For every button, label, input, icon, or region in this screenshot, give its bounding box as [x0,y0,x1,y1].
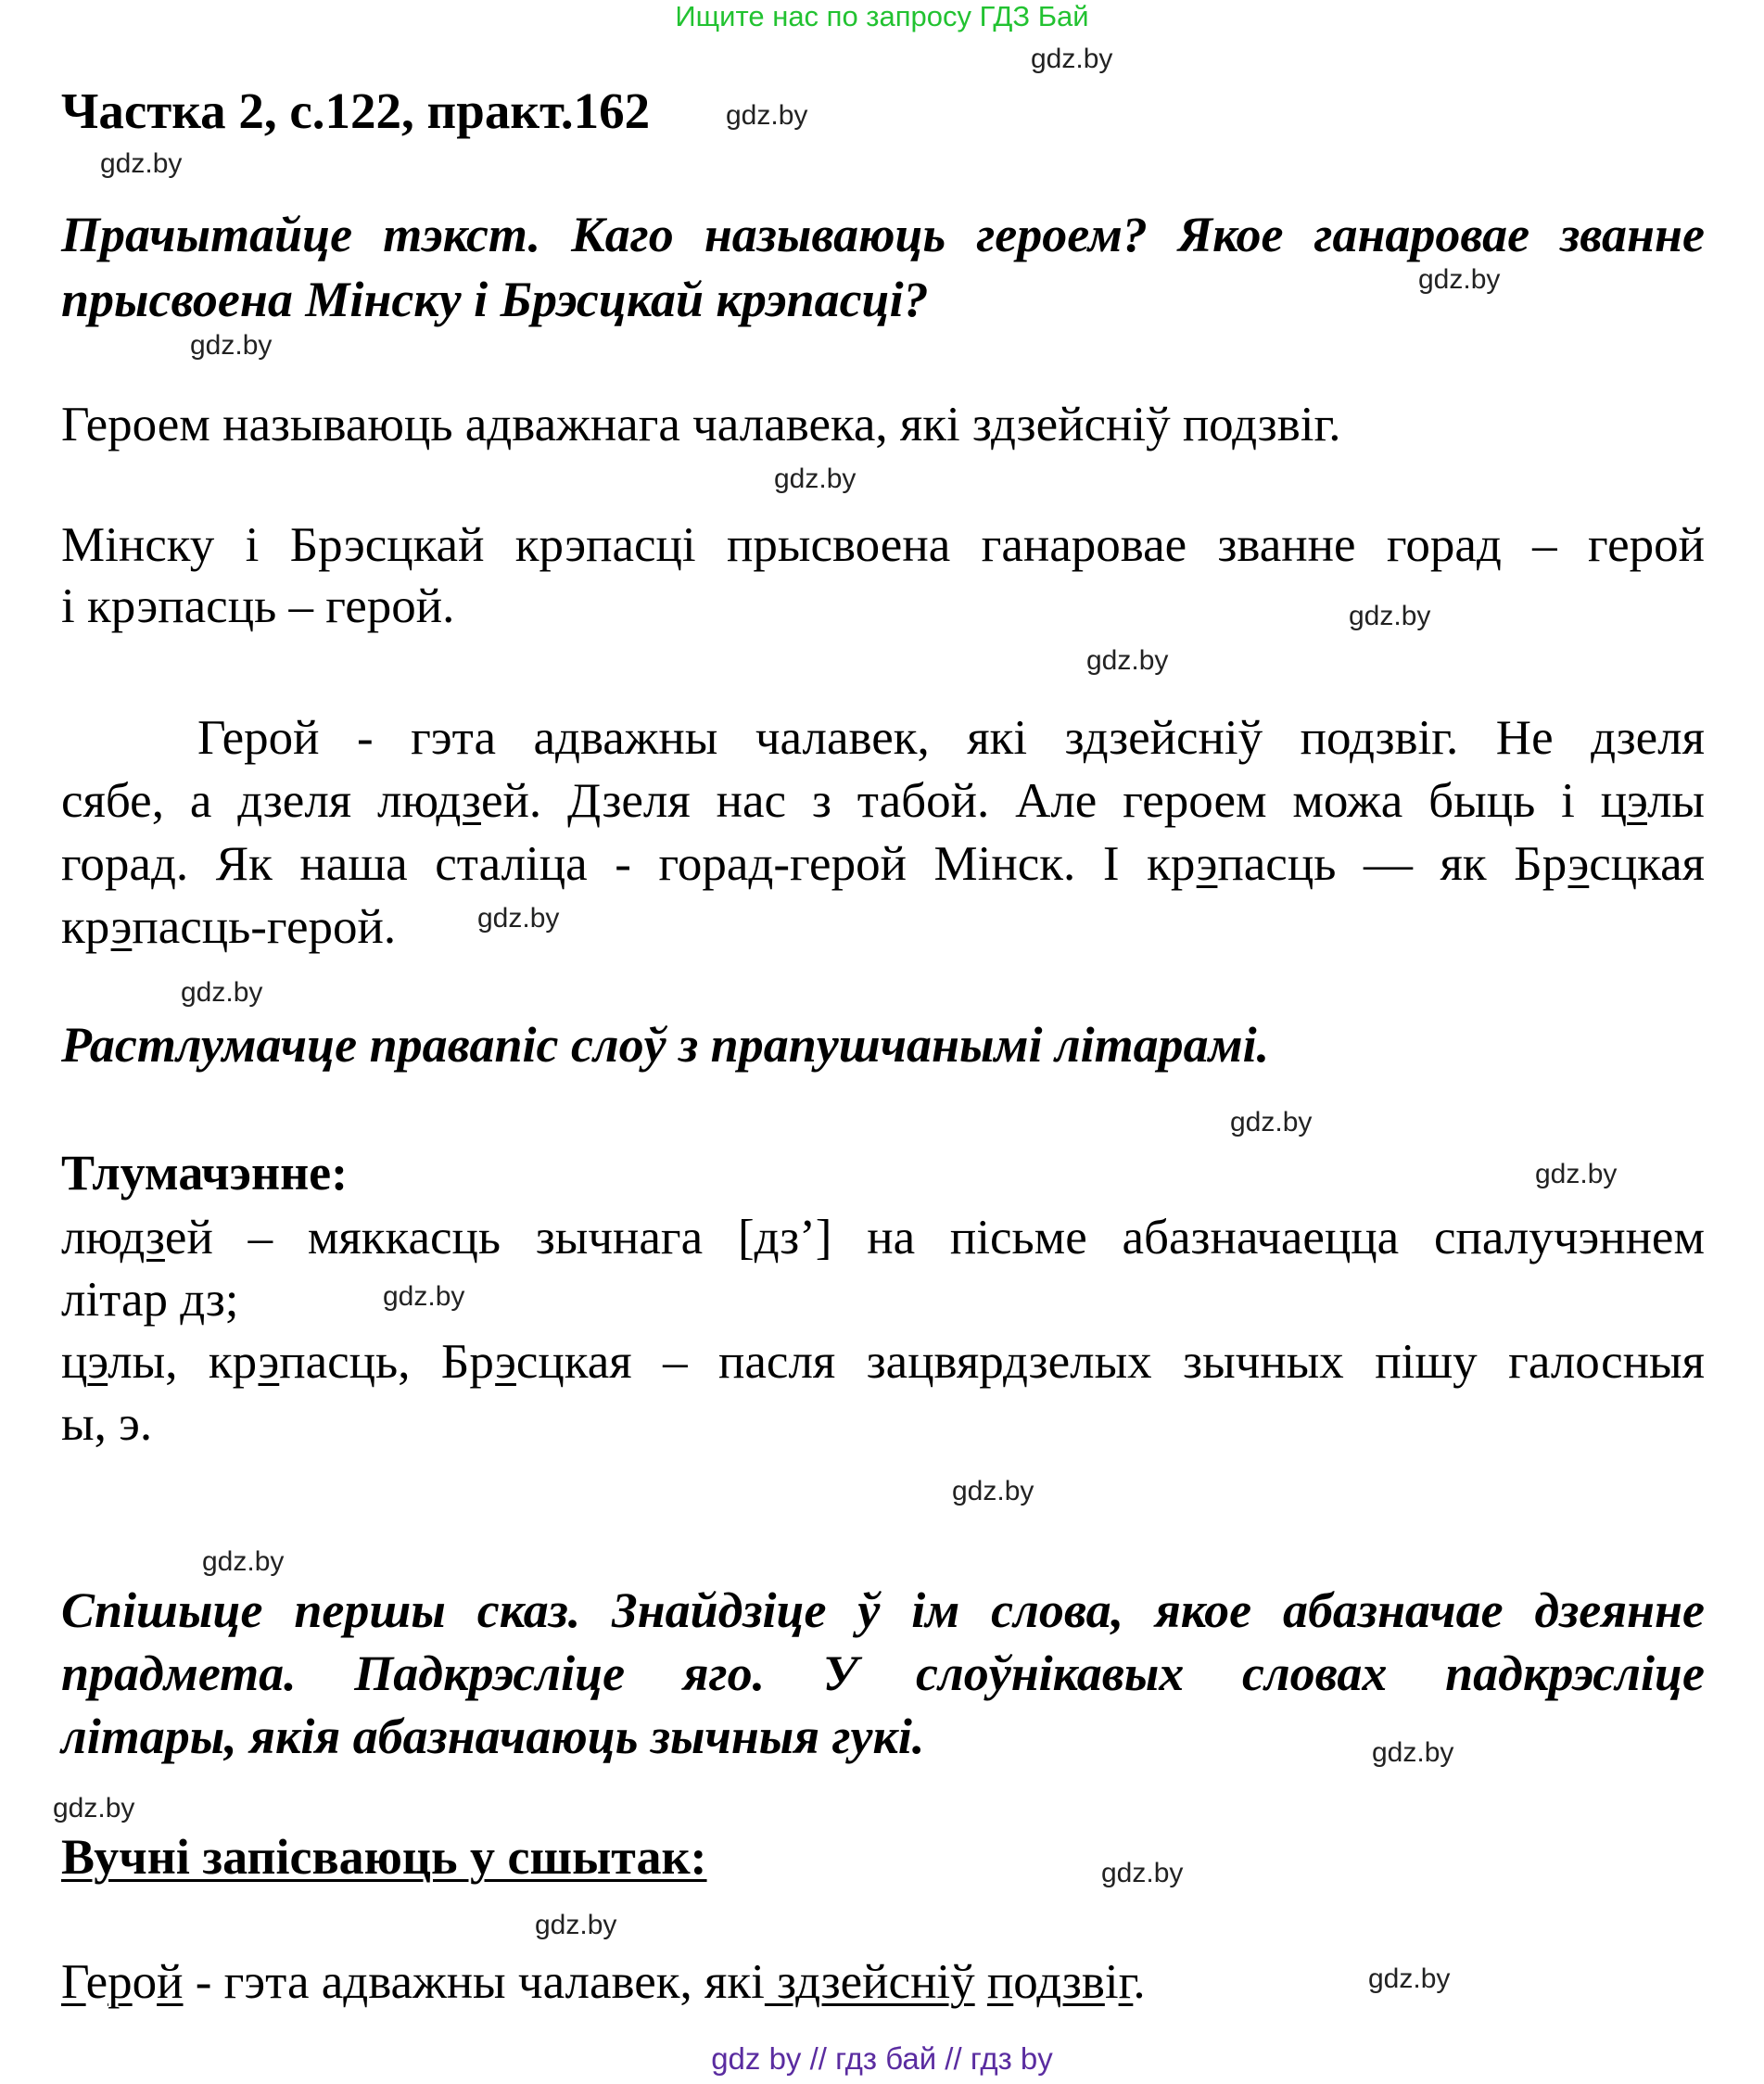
passage-line: горад. Як наша сталіца - горад-герой Мінск. І крэпасць — як Брэсцкая [61,837,1706,891]
answer-2 [61,517,1705,634]
watermark: gdz.by [774,464,857,494]
final-sentence: Герой - гэта адважны чалавек, які здзейсніў подзвіг. [61,1955,1146,2009]
watermark: gdz.by [1031,44,1113,74]
watermark: gdz.by [1418,264,1501,295]
watermark: gdz.by [202,1546,285,1577]
task-3-line: літары, якія абазначаюць зычныя гукі. [61,1709,925,1764]
passage-line: сябе, а дзеля людзей. Дзеля нас з табой. Але героем можа быць і цэлы [61,774,1705,828]
watermark: gdz.by [100,148,183,179]
task-3 [61,1579,1705,1768]
explanation-line: ы, э. [61,1397,153,1451]
explanation-heading: Тлумачэнне: [61,1145,349,1201]
watermark: gdz.by [1349,601,1431,631]
copy-heading: Вучні запісваюць у сшытак: [61,1829,707,1885]
page-title: Частка 2, с.122, практ.162 [61,83,651,139]
explanation-line: цэлы, крэпасць, Брэсцкая – пасля зацвярдзелых зычных пішу галосныя [61,1335,1705,1389]
answer-2-line: Мінску і Брэсцкай крэпасці прысвоена ганаровае званне горад – герой [61,518,1705,572]
watermark: gdz.by [952,1476,1034,1506]
watermark: gdz.by [1086,645,1169,676]
explanation [61,1207,1705,1455]
passage-line: Герой - гэта адважны чалавек, які здзейсніў подзвіг. Не дзеля [197,711,1705,765]
answer-1: Героем называюць адважнага чалавека, які здзейсніў подзвіг. [61,398,1341,451]
task-1-line: прысвоена Мінску і Брэсцкай крэпасці? [61,272,929,327]
explanation-line: літар дз; [61,1273,239,1327]
watermark: gdz.by [190,330,273,361]
task-1 [61,206,1705,328]
passage [61,706,1705,959]
task-3-line: Спішыце першы сказ. Знайдзіце ў ім слова, якое абазначае дзеянне [61,1582,1705,1638]
watermark: gdz.by [1230,1107,1313,1137]
task-1-line: Прачытайце тэкст. Каго называюць героем? Якое ганаровае званне [61,207,1705,262]
watermark: gdz.by [1368,1963,1451,1994]
watermark: gdz.by [1372,1737,1454,1768]
watermark: gdz.by [726,100,808,131]
explanation-line: людзей – мяккасць зычнага [дз’] на пісьме абазначаецца спалучэннем [61,1211,1705,1264]
answer-2-line: і крэпасць – герой. [61,579,455,633]
watermark: gdz.by [477,903,560,934]
watermark: gdz.by [181,977,263,1008]
task-2: Растлумачце правапіс слоў з прапушчанымі літарамі. [61,1017,1270,1073]
watermark: gdz.by [383,1281,465,1312]
passage-line: крэпасць-герой. [61,900,397,954]
watermark: gdz.by [1101,1858,1184,1888]
footer-links[interactable]: gdz by // гдз бай // гдз by [711,2041,1053,2076]
task-3-line: прадмета. Падкрэсліце яго. У слоўнікавых словах падкрэсліце [61,1646,1705,1701]
watermark: gdz.by [1535,1159,1618,1189]
top-banner[interactable]: Ищите нас по запросу ГДЗ Бай [675,0,1089,32]
watermark: gdz.by [535,1910,617,1940]
watermark: gdz.by [53,1793,135,1824]
